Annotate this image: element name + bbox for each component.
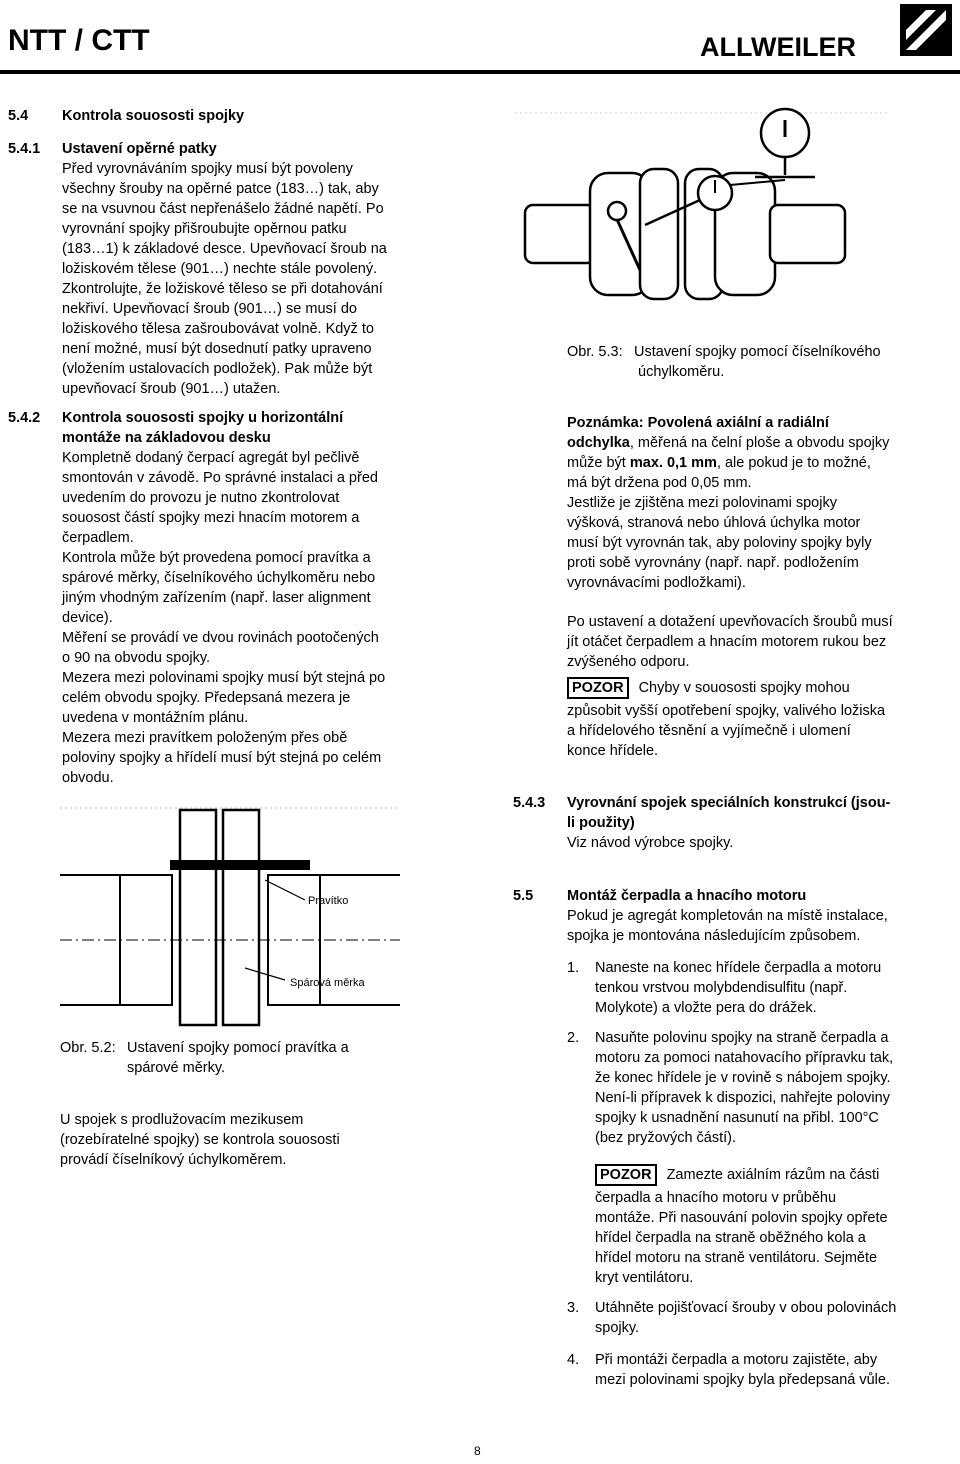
after-alignment-text: [567, 612, 893, 672]
warning-line: [567, 677, 885, 699]
text-line: ložiskovém tělese (901…) nechte stále povolený.: [62, 261, 378, 277]
section-5-4-2-num: 5.4.2: [8, 410, 41, 426]
allweiler-logo: [700, 4, 952, 60]
step-line: Nasuňte polovinu spojky na straně čerpadla a: [595, 1030, 889, 1046]
note-line: musí být vyrovnán tak, aby poloviny spojky byly: [567, 535, 872, 551]
caption-line: Ustavení spojky pomocí číselníkového: [634, 344, 881, 360]
warning-line: montáže. Při nasouvání polovin spojky opřete: [595, 1210, 888, 1226]
step-number: 4.: [567, 1352, 580, 1368]
step-number: 1.: [567, 960, 580, 976]
text-line: zvýšeného odporu.: [567, 654, 690, 670]
text-line: Kompletně dodaný čerpací agregát byl pečlivě: [62, 450, 360, 466]
text-line: o 90 na obvodu spojky.: [62, 650, 211, 666]
section-5-4-2-body: [62, 448, 385, 788]
title-line: montáže na základovou desku: [62, 430, 271, 446]
note-bold: odchylka: [567, 435, 630, 451]
warning-line: čerpadla a hnacího motoru v průběhu: [595, 1190, 837, 1206]
step-line: Při montáži čerpadla a motoru zajistěte, aby: [595, 1352, 878, 1368]
tolerance-note: [567, 413, 889, 593]
warning-line: hřídel čerpadla na straně oběžného kola a: [595, 1230, 866, 1246]
text-line: Měření se provádí ve dvou rovinách pootočených: [62, 630, 379, 646]
text-line: jít otáčet čerpadlem a hnacím motorem rukou bez: [567, 634, 887, 650]
text-line: uvedením do provozu je nutno zkontrolovat: [62, 490, 340, 506]
section-5-4-1-num: 5.4.1: [8, 141, 41, 157]
text-line: Pokud je agregát kompletován na místě instalace,: [567, 908, 888, 924]
feeler-gauge-label: Spárová měrka: [290, 977, 365, 989]
text-line: Kontrola může být provedena pomocí pravítka a: [62, 550, 371, 566]
note-line: má být držena pod 0,05 mm.: [567, 475, 752, 491]
pozor-warning-1: [567, 677, 885, 761]
text-line: Zkontrolujte, že ložiskové těleso se při dotahování: [62, 281, 383, 297]
step-line: motoru za pomoci natahovacího přípravku tak,: [595, 1050, 894, 1066]
pozor-badge: POZOR: [567, 677, 629, 699]
section-title: Montáž čerpadla a hnacího motoru: [567, 888, 807, 904]
page-number: 8: [474, 1444, 481, 1458]
step-line: (bez pryžových částí).: [595, 1130, 737, 1146]
warning-text: Zamezte axiálním rázům na části: [666, 1167, 880, 1183]
step-line: tenkou vrstvou molybdendisulfitu (např.: [595, 980, 848, 996]
step-3: [595, 1298, 896, 1338]
text-line: celém obvodu spojky. Předepsaná mezera je: [62, 690, 351, 706]
step-line: Naneste na konec hřídele čerpadla a motoru: [595, 960, 882, 976]
pozor-badge: POZOR: [595, 1164, 657, 1186]
section-5-4-1-title: Ustavení opěrné patky: [62, 141, 217, 157]
text-line: nekřiví. Upevňovací šroub (901…) se musí do: [62, 301, 357, 317]
note-line: výšková, stranová nebo úhlová úchylka motor: [567, 515, 861, 531]
step-line: Molykote) a vložte pera do drážek.: [595, 1000, 817, 1016]
note-line: [567, 453, 889, 473]
text-line: se na vsuvnou část nepřenášelo žádné napětí. Po: [62, 201, 384, 217]
step-number: 3.: [567, 1300, 580, 1316]
section-5-5-num: 5.5: [513, 888, 534, 904]
text-line: spárové měrky, číselníkového úchylkoměru nebo: [62, 570, 376, 586]
step-1: [595, 958, 881, 1018]
step-number: 2.: [567, 1030, 580, 1046]
step-line: že konec hřídele je v rovině s nábojem spojky.: [595, 1070, 891, 1086]
extension-coupling-note: [60, 1110, 340, 1170]
step-line: Utáhněte pojišťovací šrouby v obou polovinách: [595, 1300, 897, 1316]
note-line: Poznámka: Povolená axiální a radiální: [567, 415, 829, 431]
section-5-5: [567, 886, 888, 946]
text-line: Před vyrovnáváním spojky musí být povoleny: [62, 161, 353, 177]
text-line: jiným vhodným zařízením (např. laser alignment: [62, 590, 371, 606]
note-line: [567, 433, 889, 453]
section-5-4-title: Kontrola souososti spojky: [62, 108, 245, 124]
text-line: Mezera mezi pravítkem položeným přes obě: [62, 730, 348, 746]
text-line: upevňovací šroub (901…) utažen.: [62, 381, 281, 397]
text-line: Mezera mezi polovinami spojky musí být stejná po: [62, 670, 386, 686]
title-line: li použity): [567, 815, 635, 831]
text-line: ložiskového tělesa zašroubovávat volně. Když to: [62, 321, 374, 337]
text-line: device).: [62, 610, 113, 626]
text-line: čerpadlem.: [62, 530, 134, 546]
text-line: U spojek s prodlužovacím mezikusem: [60, 1112, 304, 1128]
section-5-4-3-num: 5.4.3: [513, 795, 546, 811]
text-line: provádí číselníkový úchylkoměrem.: [60, 1152, 287, 1168]
caption-line: úchylkoměru.: [638, 364, 725, 380]
figure-5-3-caption-num: Obr. 5.3:: [567, 344, 623, 360]
text-line: (rozebíratelné spojky) se kontrola souososti: [60, 1132, 340, 1148]
header-rule: [0, 70, 960, 74]
text-line: smontován v závodě. Po správné instalaci a před: [62, 470, 378, 486]
caption-line: Ustavení spojky pomocí pravítka a: [127, 1040, 349, 1056]
text-line: (183…1) k základové desce. Upevňovací šroub na: [62, 241, 387, 257]
section-5-4-3: [567, 793, 890, 853]
figure-5-3-caption: [634, 342, 881, 382]
warning-text: Chyby v souososti spojky mohou: [638, 680, 850, 696]
warning-line: konce hřídele.: [567, 743, 659, 759]
figure-dial-indicator: [515, 105, 890, 330]
note-line: vyrovnávacími podložkami).: [567, 575, 746, 591]
warning-line: [595, 1164, 888, 1186]
ruler-label: Pravítko: [308, 895, 349, 907]
step-line: Není-li přípravek k dispozici, nahřejte poloviny: [595, 1090, 890, 1106]
figure-5-2-caption: [127, 1038, 349, 1078]
document-title: NTT / CTT: [8, 24, 150, 57]
logo-text: ALLWEILER: [700, 32, 856, 60]
note-line: Jestliže je zjištěna mezi polovinami spojky: [567, 495, 837, 511]
text-line: poloviny spojky a hřídelí musí být stejná po celém: [62, 750, 382, 766]
text-line: není možné, musí být dosednutí patky upraveno: [62, 341, 372, 357]
warning-line: a hřídelového těsnění a vyjímečně i ulomení: [567, 723, 851, 739]
note-text: , měřená na čelní ploše a obvodu spojky: [629, 435, 890, 451]
section-5-4-num: 5.4: [8, 108, 29, 124]
text-line: spojka je montována následujícím způsobem.: [567, 928, 861, 944]
caption-line: spárové měrky.: [127, 1060, 226, 1076]
title-line: Vyrovnání spojek speciálních konstrukcí (jsou-: [567, 795, 891, 811]
step-line: mezi polovinami spojky byla předepsaná vůle.: [595, 1372, 890, 1388]
text-line: všechny šrouby na opěrné patce (183…) tak, aby: [62, 181, 379, 197]
text-line: obvodu.: [62, 770, 114, 786]
note-text: může být: [567, 455, 630, 471]
step-line: spojky k usnadnění nasunutí na přibl. 100°C: [595, 1110, 879, 1126]
note-text: , ale pokud je to možné,: [716, 455, 871, 471]
note-bold: max.: [629, 455, 663, 471]
step-line: spojky.: [595, 1320, 640, 1336]
title-line: Kontrola souososti spojky u horizontální: [62, 410, 344, 426]
text-line: Po ustavení a dotažení upevňovacích šroubů musí: [567, 614, 893, 630]
text-line: (vložením ustalovacích podložek). Pak může být: [62, 361, 373, 377]
note-bold: 0,1 mm: [666, 455, 717, 471]
section-5-4-1-body: [62, 159, 387, 399]
figure-5-2-caption-num: Obr. 5.2:: [60, 1040, 116, 1056]
warning-line: způsobit vyšší opotřebení spojky, valivého ložiska: [567, 703, 886, 719]
section-5-4-2-title: [62, 408, 343, 448]
warning-line: kryt ventilátoru.: [595, 1270, 694, 1286]
step-2: [595, 1028, 893, 1148]
figure-ruler-feeler-gauge: [60, 800, 400, 1030]
text-line: Viz návod výrobce spojky.: [567, 835, 734, 851]
step-4: [595, 1350, 890, 1390]
text-line: uvedena v montážním plánu.: [62, 710, 249, 726]
note-line: proti sobě vyrovnány (např. např. podložením: [567, 555, 859, 571]
text-line: vyrovnání spojky přišroubujte opěrnou patku: [62, 221, 347, 237]
text-line: souosost částí spojky mezi hnacím motorem a: [62, 510, 360, 526]
pozor-warning-2: [595, 1164, 888, 1288]
warning-line: hřídel motoru na straně ventilátoru. Sejměte: [595, 1250, 878, 1266]
